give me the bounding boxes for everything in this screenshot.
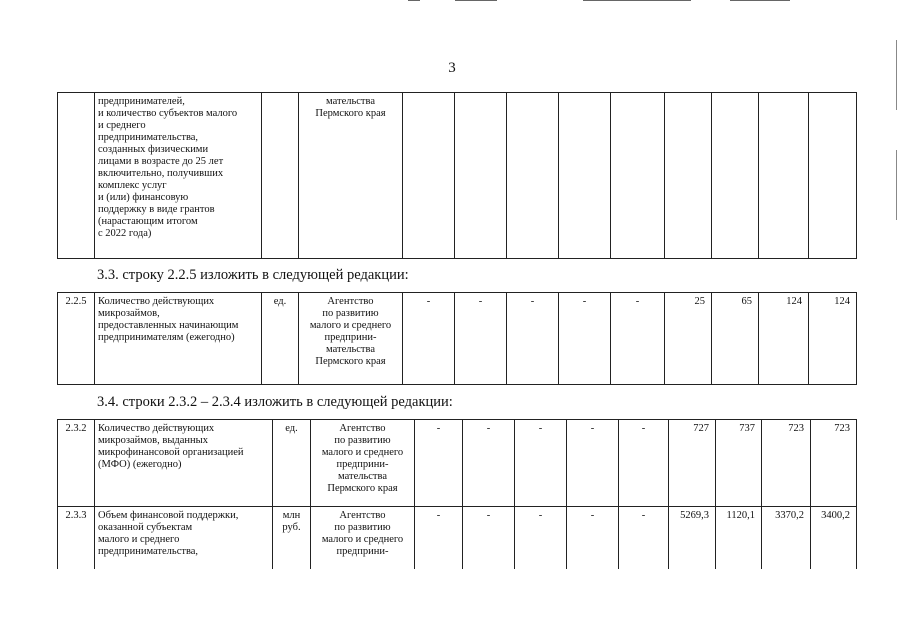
value-cell: - bbox=[403, 293, 455, 385]
unit-cell: ед. bbox=[273, 420, 311, 507]
agency-cell: Агентство по развитию малого и среднего предприни- bbox=[311, 506, 415, 569]
value-cell bbox=[507, 93, 559, 259]
value-cell: 25 bbox=[665, 293, 712, 385]
value-cell: - bbox=[619, 420, 669, 507]
value-cell: 723 bbox=[811, 420, 857, 507]
scan-mark bbox=[455, 0, 497, 1]
scan-mark bbox=[730, 0, 790, 1]
table-rows-2-3 bbox=[57, 419, 857, 569]
value-cell: 5269,3 bbox=[669, 506, 716, 569]
unit-cell bbox=[262, 93, 299, 259]
agency-cell: Агентство по развитию малого и среднего предприни- мательства Пермского края bbox=[311, 420, 415, 507]
value-cell bbox=[759, 93, 809, 259]
value-cell: - bbox=[619, 506, 669, 569]
value-cell: 65 bbox=[712, 293, 759, 385]
agency-cell: Агентство по развитию малого и среднего предприни- мательства Пермского края bbox=[299, 293, 403, 385]
row-number-cell bbox=[58, 93, 95, 259]
unit-cell: млн руб. bbox=[273, 506, 311, 569]
value-cell: 3400,2 bbox=[811, 506, 857, 569]
table-row bbox=[58, 93, 857, 259]
scan-mark bbox=[896, 150, 897, 220]
agency-cell: мательства Пермского края bbox=[299, 93, 403, 259]
value-cell: 737 bbox=[716, 420, 762, 507]
value-cell: - bbox=[559, 293, 611, 385]
scan-mark bbox=[583, 0, 691, 1]
value-cell: - bbox=[515, 420, 567, 507]
value-cell: - bbox=[415, 506, 463, 569]
row-number-cell: 2.3.2 bbox=[58, 420, 95, 507]
value-cell: - bbox=[455, 293, 507, 385]
section-heading-3-3: 3.3. строку 2.2.5 изложить в следующей редакции: bbox=[97, 267, 409, 283]
unit-cell: ед. bbox=[262, 293, 299, 385]
indicator-name-cell: предпринимателей, и количество субъектов малого и среднего предпринимательства, созданных физическими лицами в возрасте до 25 лет включительно, получивших комплекс услуг и (или) финансовую поддержку в виде грантов (нарастающим итогом с 2022 года) bbox=[95, 93, 262, 259]
value-cell bbox=[455, 93, 507, 259]
page-number: 3 bbox=[448, 60, 456, 76]
indicator-name-cell: Количество действующих микрозаймов, выданных микрофинансовой организацией (МФО) (ежегодно) bbox=[95, 420, 273, 507]
value-cell: - bbox=[515, 506, 567, 569]
value-cell bbox=[665, 93, 712, 259]
value-cell: 1120,1 bbox=[716, 506, 762, 569]
value-cell: - bbox=[611, 293, 665, 385]
indicator-name-cell: Количество действующих микрозаймов, предоставленных начинающим предпринимателям (ежегодно) bbox=[95, 293, 262, 385]
value-cell: 124 bbox=[809, 293, 857, 385]
value-cell bbox=[809, 93, 857, 259]
value-cell bbox=[403, 93, 455, 259]
value-cell: 723 bbox=[762, 420, 811, 507]
table-row bbox=[58, 420, 857, 507]
value-cell: - bbox=[567, 420, 619, 507]
table-continuation bbox=[57, 92, 857, 259]
value-cell: - bbox=[507, 293, 559, 385]
value-cell: - bbox=[463, 506, 515, 569]
value-cell bbox=[559, 93, 611, 259]
value-cell: 727 bbox=[669, 420, 716, 507]
value-cell bbox=[712, 93, 759, 259]
row-number-cell: 2.2.5 bbox=[58, 293, 95, 385]
value-cell: 124 bbox=[759, 293, 809, 385]
table-row-2-2-5 bbox=[57, 292, 857, 385]
value-cell: 3370,2 bbox=[762, 506, 811, 569]
scan-mark bbox=[896, 40, 897, 110]
table-row bbox=[58, 506, 857, 569]
value-cell: - bbox=[415, 420, 463, 507]
table-row bbox=[58, 293, 857, 385]
row-number-cell: 2.3.3 bbox=[58, 506, 95, 569]
section-heading-3-4: 3.4. строки 2.3.2 – 2.3.4 изложить в следующей редакции: bbox=[97, 394, 453, 410]
value-cell: - bbox=[463, 420, 515, 507]
value-cell bbox=[611, 93, 665, 259]
scan-mark bbox=[408, 0, 420, 1]
value-cell: - bbox=[567, 506, 619, 569]
indicator-name-cell: Объем финансовой поддержки, оказанной субъектам малого и среднего предпринимательства, bbox=[95, 506, 273, 569]
